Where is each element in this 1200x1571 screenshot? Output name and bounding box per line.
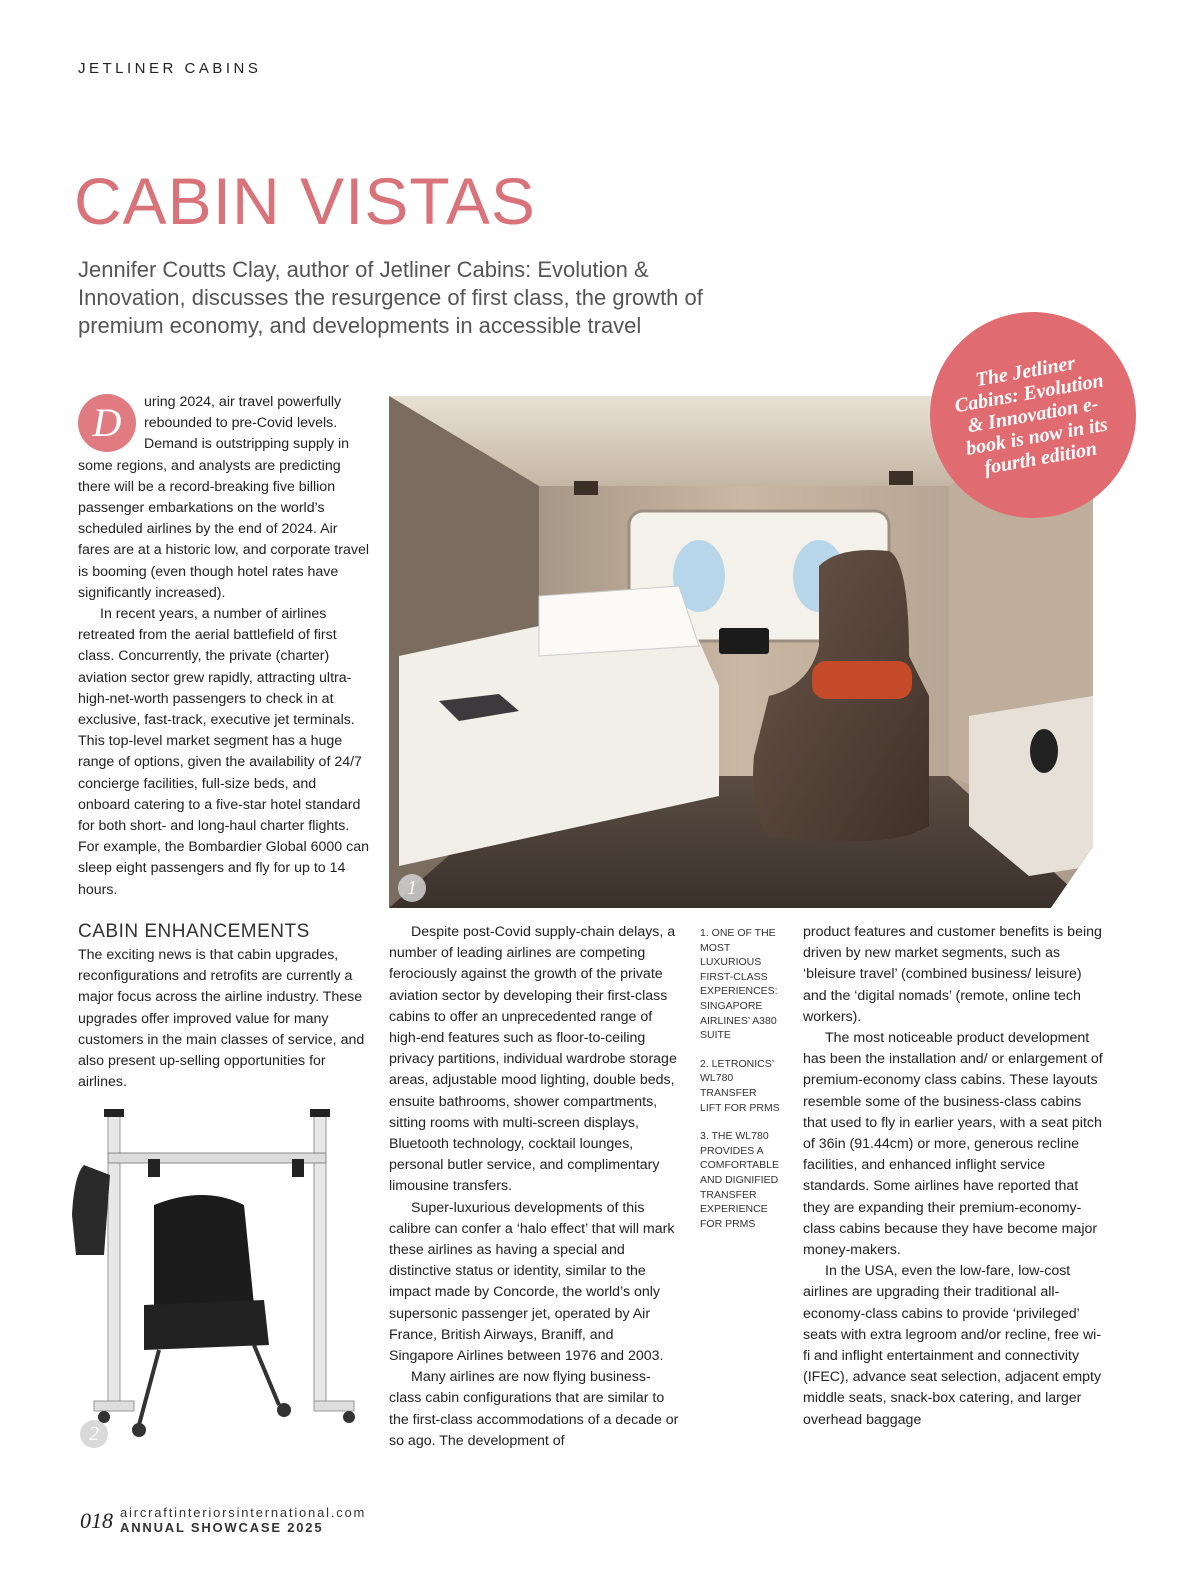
photo-number-1: 1 — [398, 874, 426, 902]
intro-paragraph — [78, 392, 370, 604]
paragraph: The most noticeable product development has been the installation and/ or enlargement of premium-economy class cabins. These layouts resemble some of the business-class cabins that used to fly in earlier years, with a seat pitch of 36in (91.44cm) or more, generous recline facilities, and enhanced inflight service standards. Some airlines have reported that they are expanding their premium-economy-class cabins because they have become major money-makers. — [803, 1030, 1103, 1259]
paragraph: Super-luxurious developments of this calibre can confer a ‘halo effect’ that will mark these airlines as having a special and distinctive status or identity, similar to the impact made by Concorde, the world’s only supersonic passenger jet, operated by Air France, British Airways, Braniff, and Singapore Airlines between 1976 and 2003. — [389, 1199, 675, 1365]
standfirst: Jennifer Coutts Clay, author of Jetliner Cabins: Evolution & Innovation, discusses the resurgence of first class, the growth of premium economy, and developments in accessible travel — [78, 257, 703, 338]
paragraph: In recent years, a number of airlines retreated from the aerial battlefield of first class. Concurrently, the private (charter) aviation sector grew rapidly, attracting ultra-high-net-worth passengers to check in at exclusive, fast-track, executive jet terminals. This top-level market segment has a huge range of options, given the availability of 24/7 concierge facilities, full-size beds, and onboard catering to a five-star hotel standard for both short- and long-haul charter flights. For example, the Bombardier Global 6000 can sleep eight passengers and fly for up to 14 hours. — [78, 606, 370, 898]
caption-1: 1. ONE OF THE MOST LUXURIOUS FIRST-CLASS EXPERIENCES: SINGAPORE AIRLINES’ A380 SUITE — [700, 927, 778, 1042]
paragraph: Many airlines are now flying business-class cabin configurations that are similar to the first-class accommodations of a decade or so ago. The development of — [389, 1369, 679, 1449]
article-title: CABIN VISTAS — [74, 164, 536, 238]
page-number: 018 — [80, 1508, 113, 1533]
footer-url: aircraftinteriorsinternational.com — [120, 1505, 367, 1520]
column-2 — [389, 922, 681, 1452]
paragraph: The exciting news is that cabin upgrades, reconfigurations and retrofits are currently a major focus across the airline industry. These upgrades offer improved value for many customers in the main classes of service, and also present up-selling opportunities for airlines. — [78, 947, 365, 1091]
photo-number-2: 2 — [80, 1420, 108, 1448]
intro-paragraph-text: uring 2024, air travel powerfully rebounded to pre-Covid levels. Demand is outstripping supply in some regions, and analysts are predicting there will be a record-breaking five billion passenger embarkations on the world’s scheduled airlines by the end of 2024. Air fares are at a historic low, and corporate travel is booming (even though hotel rates have significantly increased). — [78, 394, 369, 601]
caption-2: 2. LETRONICS’ WL780 TRANSFER LIFT FOR PRMS — [700, 1057, 780, 1114]
column-4 — [803, 922, 1103, 1431]
promo-text: The Jetliner Cabins: Evolution & Innovation e-book is now in its fourth edition — [953, 352, 1110, 480]
section-label: JETLINER CABINS — [78, 60, 262, 77]
paragraph: Despite post-Covid supply-chain delays, a number of leading airlines are competing ferociously against the growth of the private aviation sector by developing their first-class cabins to offer an unprecedented range of high-end features such as floor-to-ceiling privacy partitions, individual wardrobe storage areas, adjustable mood lighting, double beds, ensuite bathrooms, shower compartments, sitting rooms with multi-screen displays, Bluetooth technology, cocktail lounges, personal butler service, and complimentary limousine transfers. — [389, 924, 677, 1195]
caption-3: 3. THE WL780 PROVIDES A COMFORTABLE AND DIGNIFIED TRANSFER EXPERIENCE FOR PRMS — [700, 1130, 779, 1230]
footer-edition: ANNUAL SHOWCASE 2025 — [120, 1520, 324, 1535]
subheading-cabin-enhancements: CABIN ENHANCEMENTS — [78, 921, 310, 942]
column-1-lower — [78, 945, 370, 1093]
paragraph: product features and customer benefits is being driven by new market segments, such as ‘bleisure travel’ (combined business/ leisure) and the ‘digital nomads’ (remote, online tech workers). — [803, 924, 1102, 1025]
intro-column — [78, 392, 370, 901]
photo-captions — [700, 926, 780, 1245]
drop-cap: D — [78, 394, 136, 452]
transfer-lift-photo — [64, 1105, 362, 1445]
paragraph: In the USA, even the low-fare, low-cost airlines are upgrading their traditional all-economy-class cabins to provide ‘privileged’ seats with extra legroom and/or recline, free wi-fi and inflight entertainment and connectivity (IFEC), advance seat selection, adjacent empty middle seats, snack-box catering, and larger overhead baggage — [803, 1263, 1102, 1428]
